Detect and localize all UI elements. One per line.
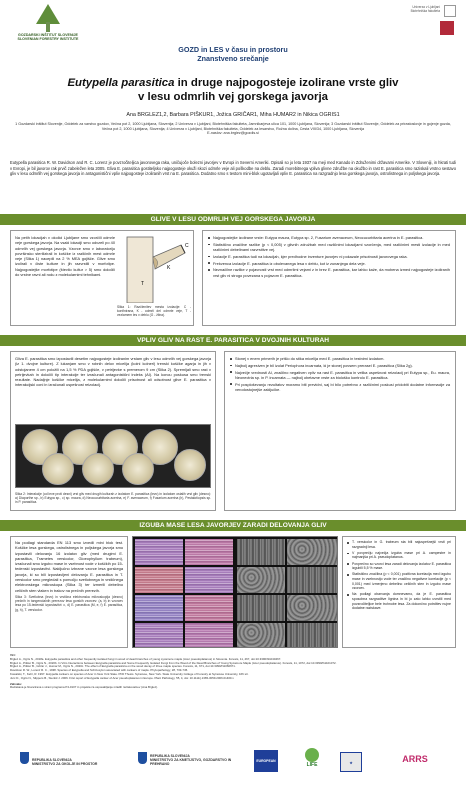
fig-label-k: K: [167, 265, 171, 271]
micrograph: [185, 623, 233, 647]
introduction: Eutypella parasitica R. W. Davidson and R. C. Lorenz je povzročiteljica javorovega raka, uničujoče bolezni javorjev v Evropi in Severni Ameriki. Opisali so jo leta 1937 na meji med Kanado in Združenimi državami Amerike. V Sloveniji, in hkrati tudi v Evropi, je bil javorov rak prvič zabeležen leta 2005. Gliva E. parasitica gostiteljsko najpogosteje okuži skozi odmrle veje ali poškodbe na deblu. Zaradi morebitnega vpliva glivne združbe na okužbo in rast E. parasitica smo raziskali vrstno sestavo gliv v lesu odmrlih vej gorskega javorja in antagonistični vpliv najpogosteje izoliranih vrst na E. parasitica. Dodatno smo s testom mini-blok ugotavljali vpliv E. parasitica na razgradnjo lesa gorskega javorja, ostrolistnega in poljskega javorja.: [10, 160, 456, 177]
bullet: V povprečju največja izguba mase pri A. campestre in najmanjša pri A. pseudoplatanus.: [347, 551, 451, 560]
funding-heading: Zahvala:: [10, 681, 22, 686]
section-1-methods-box: [10, 230, 194, 326]
micrograph: [237, 567, 285, 593]
micrograph: [135, 595, 183, 621]
coat-of-arms-icon: [20, 752, 29, 764]
funding-text: Raziskava je financirana s strani programa P4-0107 in projekta za usposabljanje mladih raziskovalcev (Ana Brglez).: [10, 685, 158, 690]
micrograph: [287, 623, 337, 647]
micrograph: [237, 539, 285, 565]
section-2-bullets: [230, 356, 450, 392]
life-text: LIFE: [306, 762, 318, 768]
branch-diagram: [119, 235, 191, 303]
bullet: Izolacije E. parasitica tudi na lokacijah, kjer predhodne inventure javorjev ni pokazale prisotnosti javorovega raka.: [208, 254, 450, 259]
authors: Ana BRGLEZ1,2, Barbara PIŠKUR1, Jožica GRIČAR1, Miha HUMAR2 in Nikica OGRIS1: [126, 112, 340, 118]
references: [10, 654, 456, 690]
petri-dish: [122, 453, 154, 485]
reference-item: Jurc D., Ogris N., Slippers B., Stenlid J. 2006. First report of Eutypella canker of Acer pseudoplatanus in Europe. Plant Pathology, 55, 4, doi: 10.1111/j.1365-3059.2006.01460.x: [10, 675, 234, 680]
left-logo-text: GOZDARSKI INŠTITUT SLOVENIJE SLOVENIAN FORESTRY INSTITUTE: [17, 33, 79, 41]
bullet: Frekvenca izolacije E. parasitica iz obolevanega lesa v deblu, kot iz zunanjega dela veje.: [208, 261, 450, 266]
footer-logos: [0, 740, 466, 800]
section-1-results-box: [202, 230, 456, 326]
title-rest: in druge najpogosteje izolirane vrste gliv: [174, 77, 399, 89]
bullet: Statistično značilna (p < 0,001) pozitivna korelacija med izgubo mase in vsebnostjo vode ter značilno negativne korelacije (p < 0,001) med izmerjeno debelino celičnih sten in izgubo mase vzorcev.: [347, 572, 451, 590]
bullet: Na podlagi obarvanja domnevamo, da je E. parasitica sposobna razgraditve lignina in bi jo zato lahko uvrstili med povzročiteljice bele trohnobe lesa. Za dokončno potrditev nujne dodatne raziskave.: [347, 592, 451, 610]
figure-3-micrographs: [132, 536, 338, 648]
figure-3-caption: Slika 3: Svetlobna (levo) in vrstična elektronska mikroskopija (desno) prečnih in tangencialnih prerezov lesa gorskih vzorcev: (a, b) in vzorcev lesa po 15-tedenski izpostavitvi: c, d) E. parasitica (M, e, f) E. parasitica, (g, h), T. versicolor.: [15, 594, 123, 612]
conference-line-2: Znanstveno srečanje: [197, 54, 269, 63]
section-3-text: Na podlagi standarda EN 113 smo izvedli mini blok test. Koščke lesa gorskega, ostrolistnega in poljskega javorja smo izpostavili delovanju 16 izolatov gliv (med drugimi E. parasitica, Trametes versicolor, Gloeophyllum trabeum), izračunali smo izgubo mase in vsebnost vode v koščkih po 15-tedenski izpostavitvi. Naključno izbrane vzorce lesa gorskega javorja, ki so bili izpostavljeni delovanju E. parasitica in T. versicolor smo pregledali s pomočjo svetlobnega in vrstičnega elektronskega mikroskopa (Slika 3) ter izmerili debelino celičnih sten vlaken in trakov na prečnih prerezih.: [15, 540, 123, 593]
reference-item: Brglez A., Piškur B., Gričar J., Humar M., Ogris N., 2020c. The effect of Eutypella parasitica on the wood decay of three maple species. Forests, 11, 671, doi:10.3390/f11060671.: [10, 664, 236, 669]
life-logo: [300, 748, 324, 774]
right-logo-text: Univerza v Ljubljani Biotehniška fakulteta: [410, 5, 440, 13]
section-1-bullets: [208, 235, 450, 278]
figure-2-caption: Slika 2: Interakcije (od leve proti desni) vrst gliv med drugih kulturah z izolatom E. parasitica (levo) in izolatom ostalih vrst gliv (desno): a) Diaporthe sp., b) Eutypa sp., c) sp. maura, d) Neocucurbitaria acerina, e) F. avenaceum, f) Fusarium acerina (h), Pestalotiopsis sp. in P. parasitica.: [15, 492, 211, 505]
micrograph: [135, 623, 183, 647]
micrograph: [287, 595, 337, 621]
section-2-results-box: [224, 351, 456, 511]
section-2-methods-box: [10, 351, 216, 511]
faculty-emblem-icon: [440, 21, 454, 35]
bullet: Neznačilne razlike v pojavnosti vrst med odmrlimi vejami z in brez E. parasitica, kar lahko kaže, da mobena izmed najpogosteje izoliranih vrst gliv ni strogo povezana s pojavom E. parasitica.: [208, 267, 450, 277]
ministry-environment-logo: [20, 752, 130, 772]
section-1-text: Na petih lokacijah v okolici Ljubljane smo vzorčili odmrle veje gorskega javorja. Na vsaki lokaciji smo odvzeli po 40 odmrlih vej gorskega javorja. Vzorce smo v laboratoriju površinsko sterilizirali in koščke iz različnih mest odmrle veje (Slika 1) nacepili na 2 % MEA gojišče. Glive smo izolirali v čiste kulture in jih razvrstili v morfotipe. Najpogostejše morfotipe (število kultur > 5) smo določili do vrstne ravni ali rodu z molekularnimi tehnikami.: [15, 235, 115, 278]
micrograph: [237, 595, 285, 621]
micrograph: [135, 539, 183, 565]
petri-dish: [174, 449, 206, 481]
micrograph: [185, 595, 233, 621]
university-seal-icon: [444, 5, 456, 17]
university-logo: [398, 3, 458, 39]
section-3-results-box: [342, 536, 456, 648]
petri-dish: [42, 453, 74, 485]
arrs-logo: ARRS: [402, 754, 428, 764]
bullet: Stonej v enem primerih je prišlo do stika micelija med E. parasitica in testnimi izolatom.: [230, 356, 450, 361]
tree-icon: [36, 4, 60, 32]
bullet: Pri posploševanju rezultatov moramo biti previdni, saj bi bilo potrebno z različnimi poskusi pridobiti dodatne informacije za verodostojnejše zaključke.: [230, 382, 450, 392]
section-3-bar: IZGUBA MASE LESA JAVORJEV ZARADI DELOVANJA GLIV: [0, 520, 466, 531]
ministry-agriculture-logo: [138, 752, 248, 772]
reference-item: Brglez A., Ogris N., 2018a. Eutypella parasitica and other frequently isolated fungi in wood of dead branches of young sycamore maple (Acer pseudoplatanus) in Slovenia. Forests, 11, 467, doi:10.3390/f11040467.: [10, 656, 282, 661]
bullet: Najpogostejše izolirane vrste: Eutypa maura, Eutypa sp. 2, Fusarium avenaceum, Neocucurbitaria acerina in E. parasitica.: [208, 235, 450, 240]
references-heading: Viri:: [10, 653, 16, 657]
conference-title: [0, 45, 466, 63]
micrograph: [135, 567, 183, 593]
micrograph: [237, 623, 285, 647]
bullet: Najbolj agresiven je bil izolat Periophora incarnata, ki je stonej povsem prerasel E. parasitica (Slika 2g).: [230, 363, 450, 368]
bullet: Povprečno so vzorci lesa zaradi delovanja izolatov E. parasitica izgubili 5,5 % mase.: [347, 562, 451, 571]
figure-1-caption: Slika 1: Razčlenitev mesta izolacije: C - konfinirana, K - odmrli del odmrle veje, T - vezlamem les v deblu (G - žilna).: [117, 305, 191, 318]
bullet: T. versicolor in G. trabeum sta bili najuspešnejši vrsti pri razgradnji lesa.: [347, 540, 451, 549]
reference-item: Davidson R. W., Lorenz R. C., 1938. Species of Eutypella and Schizoxylon associated with cankers of maple. Phytopathology, 28, 733-745.: [10, 668, 188, 673]
eu-stars-icon: ★: [340, 752, 362, 772]
title-species: Eutypella parasitica: [67, 77, 175, 89]
micrograph: [185, 539, 233, 565]
title-line-2: v lesu odmrlih vej gorskega javorja: [138, 91, 328, 103]
conference-line-1: GOZD in LES v času in prostoru: [178, 45, 288, 54]
micrograph: [287, 567, 337, 593]
section-2-text: Gliva E. parasitica smo izpostavili desetim najpogosteje izoliranim vrstam gliv v lesu odmrlih vej gorskega javorja (iz 1. dvojne kulture). Z lukanjam smo v robnih delov micelija (kolni kolnerl) trenski koščke agarja in jih v odstojanem 4 cm položili na 1,5 % PDA gojišče, v petrijevke s premerom 9 cm (Slika 2). Spremljali smo rast v petrijevkah in določili tip interakcije ter izračunali antagonistični indeks (AI). Na koncu poskusa smo trenski rezultate. Nadaljnje koščke micelija, z molekularnimi določili prisotnost ali odsotnost glive E. parasitica v interakcijski coni in izračunali uspešnost reizolacij.: [15, 356, 211, 388]
fig-label-t: T: [141, 281, 145, 287]
micrograph: [185, 567, 233, 593]
reference-item: Brglez A., Piškur B., Ogris N., 2020b. In Vitro Interactions between Eutypella parasitica and Some Frequently Isolated Fungi from the Wood of the Dead Branches of Young Sycamore Maple (Acer pseudoplatanus). Forests, 11, 1072, doi:10.3390/f11101072.: [10, 660, 337, 665]
bullet: Največje vrednosti AI, značilno negativen vpliv na rast E. parasitica in velika uspešnost reizolacij pri Eutypa sp., Eu. maura, Neonectria sp. in P. incarnata — najbolj obetavne vrste za biološko kontrolo E. parasitica.: [230, 370, 450, 380]
section-3-bullets: [347, 540, 451, 611]
petri-dish: [82, 453, 114, 485]
poster-title: [20, 76, 446, 104]
bullet: Statistično značilne razlike (p < 0,005) v glivnih združbah med različnimi lokacijami vzorčenja, med različnimi mesti izolacije in med različnimi debelinami razvrstitve vej.: [208, 242, 450, 252]
micrograph: [287, 539, 337, 565]
fig-label-c: C: [185, 243, 189, 249]
figure-2-petri-dishes: [15, 424, 211, 488]
life-leaf-icon: [305, 748, 319, 762]
forestry-institute-logo: [8, 4, 78, 44]
section-3-methods-box: [10, 536, 128, 648]
affiliations: 1 Gozdarski inštitut Slovenije, Oddelek za varstvo gozdov, Večna pot 2, 1000 Ljubljana, Slovenija; 2 Univerza v Ljubljani, Biotehniška fakulteta, Jamnikarjeva ulica 101, 1000 Ljubljana, Slovenija; 3 Gozdarski inštitut Slovenije, Oddelek za prirastoslovje in gojenje gozda, Večna pot 2, 1000 Ljubljana, Slovenija; 4 Univerza v Ljubljani, Biotehniška fakulteta, Oddelek za lesarstvo, Rožna dolina, Cesta VIII/34, 1000 Ljubljana, Slovenija E-naslov: ana.brglez@gozdis.si: [15, 122, 451, 136]
reference-item: Kowalski, T., Kehr, R. 1997. Eutypella cankers on species of Acer in New York State. PhD Thesis. Syracuse, New York. State University College of Forestry at Syracuse University, 166 str.: [10, 671, 249, 676]
coat-of-arms-icon: [138, 752, 147, 764]
ministry-agriculture-text: REPUBLIKA SLOVENIJA MINISTRSTVO ZA KMETIJSTVO, GOZDARSTVO IN PREHRANO: [150, 753, 232, 766]
section-1-bar: GLIVE V LESU ODMRLIH VEJ GORSKEGA JAVORJA: [0, 214, 466, 225]
eu-flag-icon: EUROPEAN UNION: [254, 750, 278, 772]
section-2-bar: VPLIV GLIV NA RAST E. PARASITICA V DVOJNIH KULTURAH: [0, 335, 466, 346]
ministry-environment-text: REPUBLIKA SLOVENIJA MINISTRSTVO ZA OKOLJE IN PROSTOR: [32, 757, 98, 766]
